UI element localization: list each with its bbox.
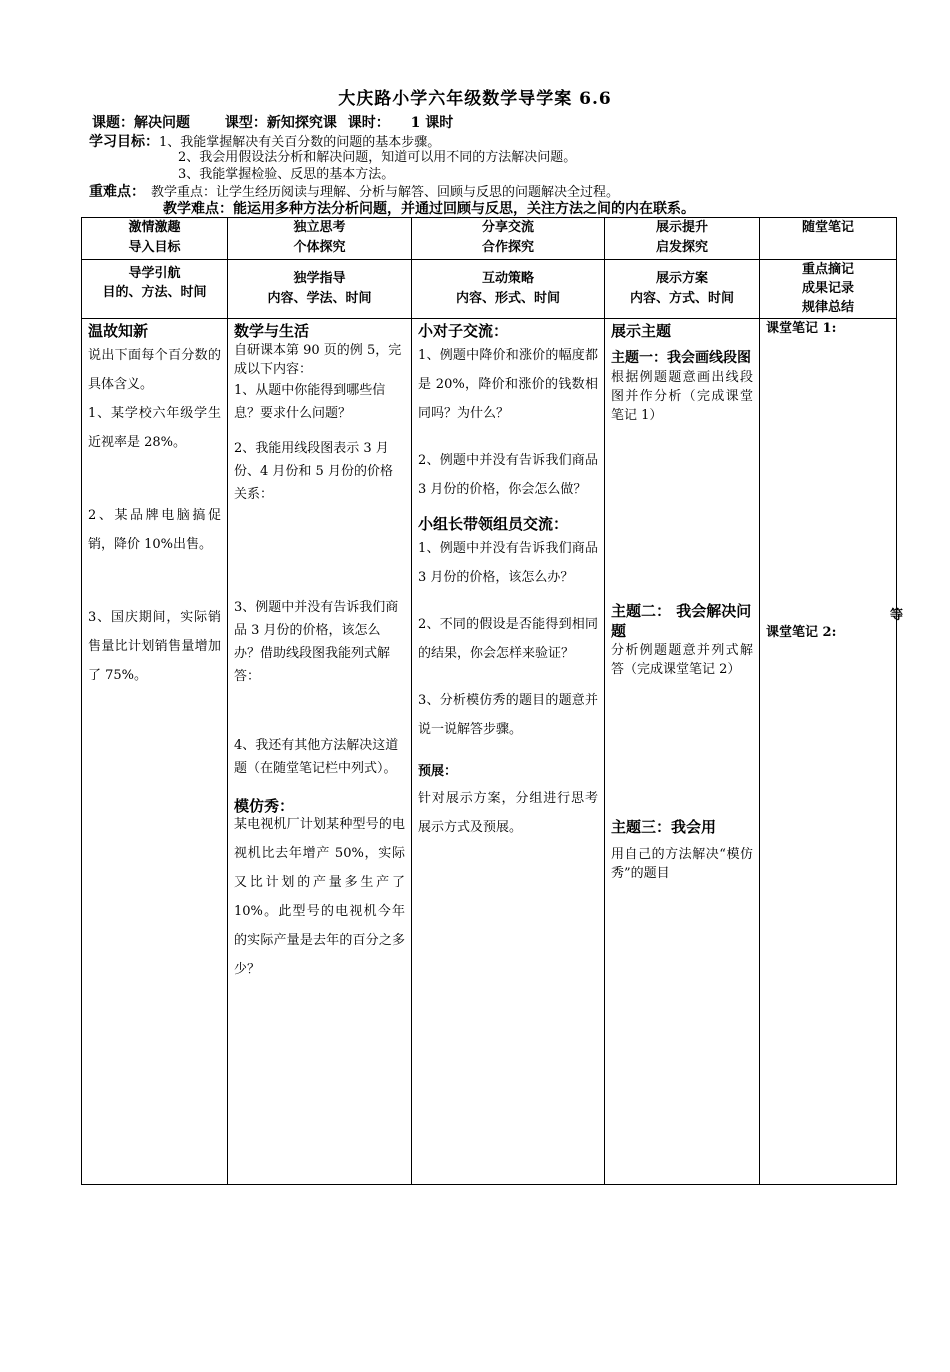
col2-cell xyxy=(228,319,412,1185)
subheader-col4: 展示方案 内容、方式、时间 xyxy=(605,260,760,319)
subheader-col1: 导学引航 目的、方法、时间 xyxy=(82,260,228,319)
hours-label: 课时： xyxy=(347,115,390,131)
header-col4: 展示提升 启发探究 xyxy=(605,218,760,260)
goals-line-1 xyxy=(89,134,440,151)
group-exchange-heading: 小组长带领组员交流： xyxy=(418,515,569,533)
col2-intro: 自研课本第 90 页的例 5，完成以下内容： xyxy=(234,343,402,377)
key-line xyxy=(89,184,619,201)
goal-1: 1、我能掌握解决有关百分数的问题的基本步骤。 xyxy=(159,135,441,150)
key-label: 重难点： xyxy=(89,184,145,200)
header-col2: 独立思考 个体探究 xyxy=(228,218,412,260)
side-char: 等 xyxy=(890,608,904,623)
type-label: 课型：新知探究课 xyxy=(224,115,337,131)
theme3-heading: 主题三：我会用 xyxy=(611,818,717,836)
pair-q1: 1、例题中降价和涨价的幅度都是 20%，降价和涨价的钱数相同吗？为什么？ xyxy=(418,348,598,421)
col2-q3: 3、例题中并没有告诉我们商品 3 月份的价格，该怎么办？借助线段图我能列式解答： xyxy=(234,600,399,684)
col4-cell xyxy=(605,319,760,1185)
imitate-text: 某电视机厂计划某种型号的电视机比去年增产 50%，实际又比计划的产量多生产了 10%。此型号的电视机今年的实际产量是去年的百分之多少？ xyxy=(234,817,405,977)
col2-q4: 4、我还有其他方法解决这道题（在随堂笔记栏中列式）。 xyxy=(234,738,399,776)
theme2-heading: 主题二： 我会解决问题 xyxy=(611,602,752,640)
col2-q2: 2、我能用线段图表示 3 月份、4 月份和 5 月份的价格关系： xyxy=(234,441,393,502)
header-row-1 xyxy=(82,218,897,260)
showcase-heading: 展示主题 xyxy=(611,322,672,340)
hours-value: 1 课时 xyxy=(410,115,454,131)
goals-label: 学习目标： xyxy=(89,134,159,150)
group-q3: 3、分析模仿秀的题目的题意并说一说解答步骤。 xyxy=(418,693,598,737)
difficult-point: 教学难点：能运用多种方法分析问题，并通过回顾与反思，关注方法之间的内在联系。 xyxy=(163,201,695,217)
theme3-text: 用自己的方法解决“模仿秀”的题目 xyxy=(611,847,753,881)
col1-item-1: 1、某学校六年级学生近视率是 28%。 xyxy=(88,406,221,450)
col1-cell xyxy=(82,319,228,1185)
subheader-col5: 重点摘记 成果记录 规律总结 xyxy=(760,260,897,319)
document-title: 大庆路小学六年级数学导学案 6.6 xyxy=(338,89,612,109)
theme2-text: 分析例题题意并列式解答（完成课堂笔记 2） xyxy=(611,643,753,677)
col2-heading: 数学与生活 xyxy=(234,322,310,340)
header-col3: 分享交流 合作探究 xyxy=(412,218,605,260)
theme1-heading: 主题一：我会画线段图 xyxy=(611,350,751,366)
goal-3: 3、我能掌握检验、反思的基本方法。 xyxy=(178,167,395,182)
pair-q2: 2、例题中并没有告诉我们商品 3 月份的价格，你会怎么做？ xyxy=(418,453,598,497)
header-col5: 随堂笔记 xyxy=(760,218,897,260)
imitate-heading: 模仿秀： xyxy=(234,797,295,815)
pair-exchange-heading: 小对子交流： xyxy=(418,322,509,340)
col1-intro: 说出下面每个百分数的具体含义。 xyxy=(88,348,221,392)
lesson-meta xyxy=(92,115,483,131)
goal-2: 2、我会用假设法分析和解决问题，知道可以用不同的方法解决问题。 xyxy=(178,150,577,165)
theme1-text: 根据例题题意画出线段图并作分析（完成课堂笔记 1） xyxy=(611,370,753,423)
subheader-col3: 互动策略 内容、形式、时间 xyxy=(412,260,605,319)
col1-heading: 温故知新 xyxy=(88,322,149,340)
col1-item-2: 2、某品牌电脑搞促销，降价 10%出售。 xyxy=(88,508,221,552)
class-note-1: 课堂笔记 1: xyxy=(766,321,837,336)
key-point: 教学重点：让学生经历阅读与理解、分析与解答、回顾与反思的问题解决全过程。 xyxy=(151,185,620,200)
preview-heading: 预展： xyxy=(418,764,458,779)
study-plan-table xyxy=(81,217,897,1185)
subheader-col2: 独学指导 内容、学法、时间 xyxy=(228,260,412,319)
group-q2: 2、不同的假设是否能得到相同的结果，你会怎样来验证？ xyxy=(418,617,598,661)
header-col1: 激情激趣 导入目标 xyxy=(82,218,228,260)
content-row xyxy=(82,319,897,1185)
header-row-2 xyxy=(82,260,897,319)
topic-label: 课题：解决问题 xyxy=(92,115,190,131)
col1-item-3: 3、国庆期间，实际销售量比计划销售量增加了 75%。 xyxy=(88,610,221,683)
col2-q1: 1、从题中你能得到哪些信息？要求什么问题？ xyxy=(234,383,386,421)
preview-text: 针对展示方案，分组进行思考展示方式及预展。 xyxy=(418,791,598,835)
class-note-2: 课堂笔记 2: xyxy=(766,625,837,640)
col3-cell xyxy=(412,319,605,1185)
col5-cell xyxy=(760,319,897,1185)
group-q1: 1、例题中并没有告诉我们商品 3 月份的价格，该怎么办？ xyxy=(418,541,598,585)
